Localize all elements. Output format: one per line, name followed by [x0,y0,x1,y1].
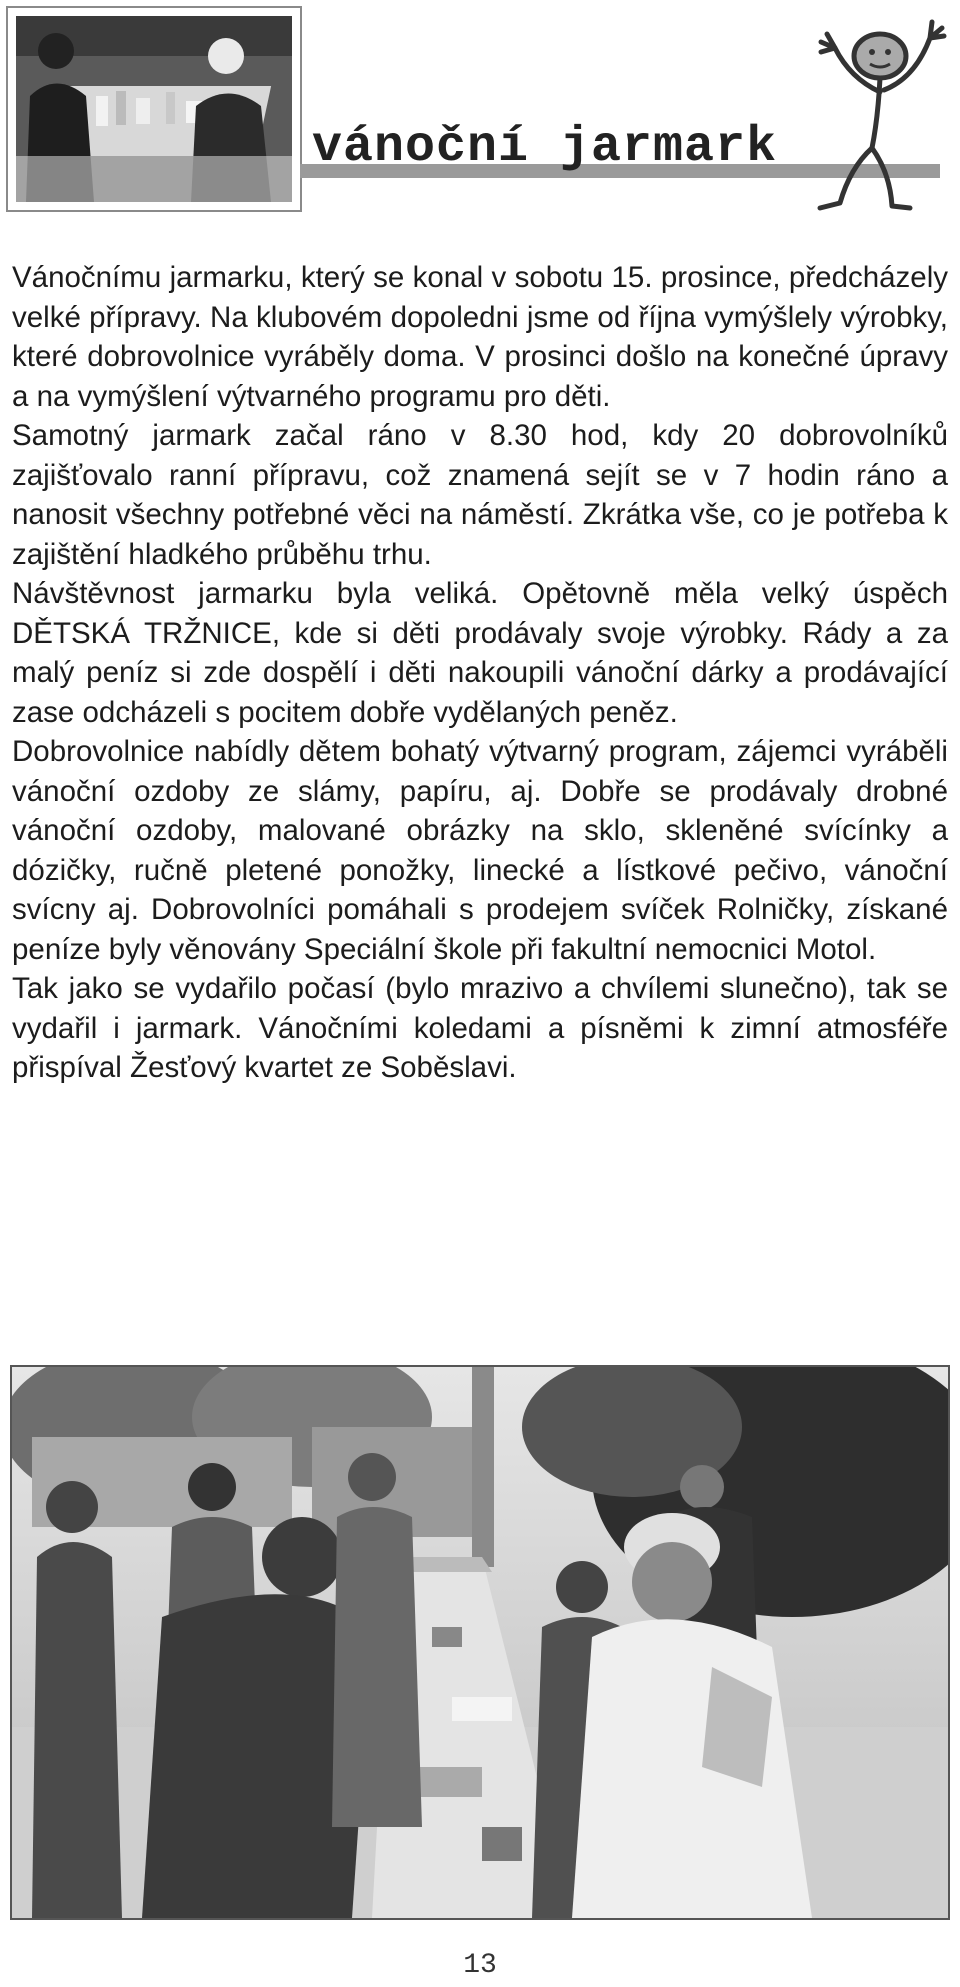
jarmark-photo-illustration [12,1367,948,1918]
header-photo-image [16,16,292,202]
article-paragraph: Návštěvnost jarmarku byla veliká. Opětovně měla velký úspěch DĚTSKÁ TRŽNICE, kde si děti prodávaly svoje výrobky. Rády a za malý peníz si zde dospělí i děti nakoupili vánoční dárky a prodávající zase odcházeli s pocitem dobře vydělaných peněz. [12,577,948,729]
article-paragraph: Vánočnímu jarmarku, který se konal v sobotu 15. prosince, předcházely velké přípravy. Na klubovém dopoledni jsme od října vymýšlely výrobky, které dobrovolnice vyráběly doma. V prosinci došlo na konečné úpravy a na vymýšlení výtvarného programu pro děti. [12,261,948,413]
jarmark-photo [10,1365,950,1920]
dancing-figure-icon [780,8,955,216]
article-paragraph: Tak jako se vydařilo počasí (bylo mrazivo a chvílemi slunečno), tak se vydařil i jarmark. Vánočními koledami a písněmi k zimní atmosféře přispíval Žesťový kvartet ze Soběslavi. [12,972,948,1084]
article-paragraph: Samotný jarmark začal ráno v 8.30 hod, kdy 20 dobrovolníků zajišťovalo ranní přípravu, což znamená sejít se v 7 hodin ráno a nanosit všechny potřebné věci na náměstí. Zkrátka vše, co je potřeba k zajištění hladkého průběhu trhu. [12,419,948,571]
article-body [12,258,948,1088]
page-title: vánoční jarmark [312,119,778,176]
header-photo-illustration [16,16,292,202]
article-paragraph: Dobrovolnice nabídly dětem bohatý výtvarný program, zájemci vyráběli vánoční ozdoby ze slámy, papíru, aj. Dobře se prodávaly drobné vánoční ozdoby, malované obrázky na sklo, skleněné svícínky a dózičky, ručně pletené ponožky, linecké a lístkové pečivo, vánoční svícny aj. Dobrovolníci pomáhali s prodejem svíček Rolničky, získané peníze byly věnovány Speciální škole při fakultní nemocnici Motol. [12,735,948,966]
header-photo [6,6,302,212]
page-number: 13 [463,1950,497,1981]
